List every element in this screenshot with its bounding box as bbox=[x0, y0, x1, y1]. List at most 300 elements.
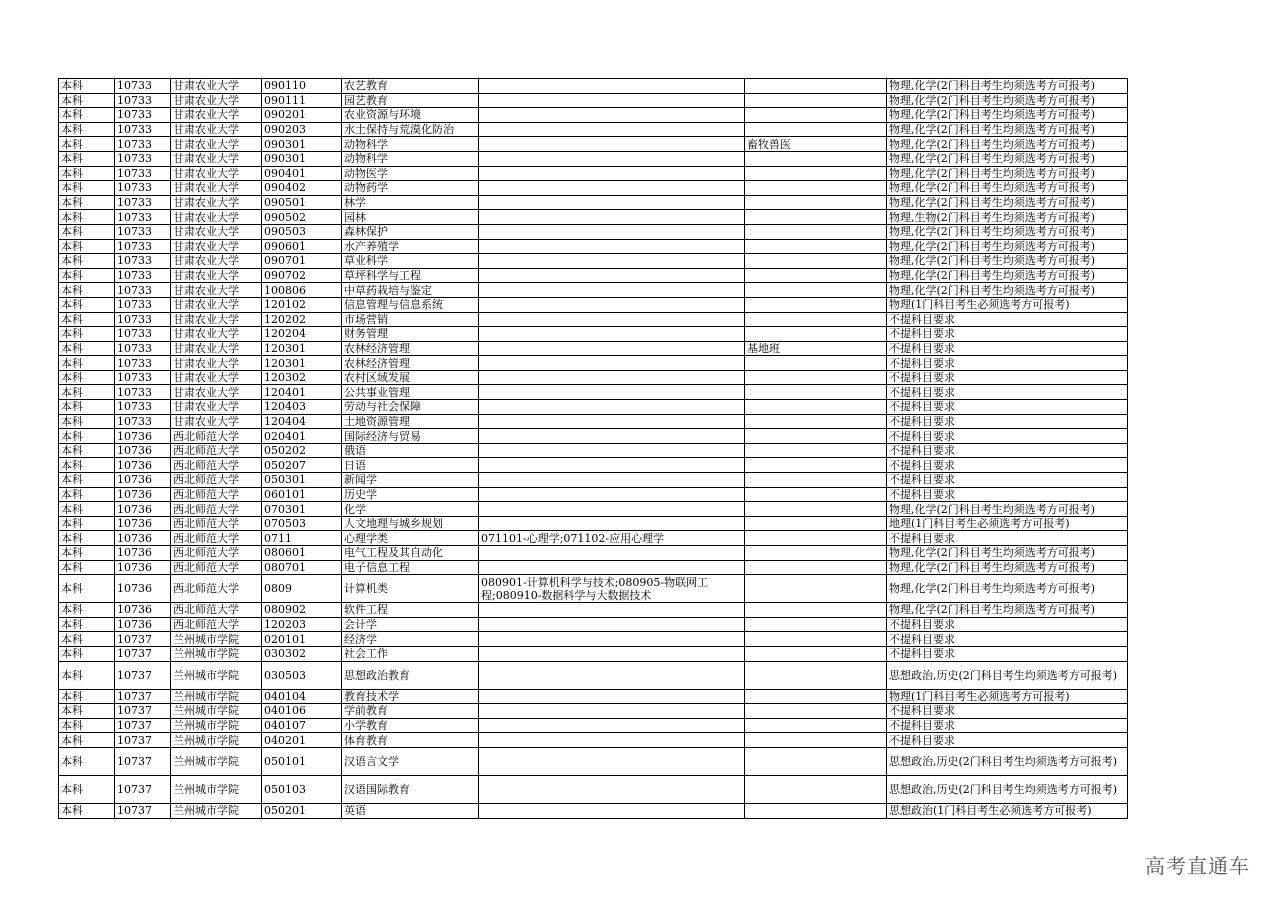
cell-school-name: 甘肃农业大学 bbox=[171, 239, 262, 254]
cell-level: 本科 bbox=[59, 181, 115, 196]
cell-major-code: 0809 bbox=[262, 575, 342, 603]
cell-subject-requirement: 不提科目要求 bbox=[887, 370, 1128, 385]
cell-major-code: 120301 bbox=[262, 341, 342, 356]
cell-major-code: 020101 bbox=[262, 632, 342, 647]
cell-school-code: 10736 bbox=[115, 429, 171, 444]
cell-subject-requirement: 不提科目要求 bbox=[887, 718, 1128, 733]
cell-major-code: 040104 bbox=[262, 689, 342, 704]
cell-major-name: 心理学类 bbox=[342, 531, 479, 546]
cell-school-code: 10733 bbox=[115, 341, 171, 356]
cell-school-name: 西北师范大学 bbox=[171, 546, 262, 561]
table-row bbox=[59, 603, 1128, 618]
cell-major-name: 动物科学 bbox=[342, 137, 479, 152]
cell-level: 本科 bbox=[59, 575, 115, 603]
cell-major-name: 体育教育 bbox=[342, 733, 479, 748]
cell-subject-requirement: 物理,化学(2门科目考生均须选考方可报考) bbox=[887, 108, 1128, 123]
cell-subject-requirement: 不提科目要求 bbox=[887, 312, 1128, 327]
cell-major-name: 园艺教育 bbox=[342, 93, 479, 108]
cell-included-majors bbox=[479, 516, 745, 531]
table-row bbox=[59, 341, 1128, 356]
cell-included-majors bbox=[479, 704, 745, 719]
cell-included-majors bbox=[479, 689, 745, 704]
cell-level: 本科 bbox=[59, 429, 115, 444]
table-row bbox=[59, 458, 1128, 473]
cell-school-code: 10737 bbox=[115, 775, 171, 803]
cell-subject-requirement: 物理,化学(2门科目考生均须选考方可报考) bbox=[887, 181, 1128, 196]
table-row bbox=[59, 516, 1128, 531]
cell-school-name: 甘肃农业大学 bbox=[171, 385, 262, 400]
cell-school-name: 西北师范大学 bbox=[171, 617, 262, 632]
cell-major-code: 080701 bbox=[262, 560, 342, 575]
cell-school-code: 10733 bbox=[115, 108, 171, 123]
cell-major-name: 新闻学 bbox=[342, 473, 479, 488]
cell-level: 本科 bbox=[59, 617, 115, 632]
cell-level: 本科 bbox=[59, 93, 115, 108]
cell-major-code: 030302 bbox=[262, 646, 342, 661]
cell-included-majors bbox=[479, 370, 745, 385]
cell-school-code: 10733 bbox=[115, 356, 171, 371]
cell-major-code: 050301 bbox=[262, 473, 342, 488]
cell-included-majors bbox=[479, 646, 745, 661]
table-row bbox=[59, 704, 1128, 719]
admission-requirements-table bbox=[58, 78, 1128, 819]
cell-school-code: 10733 bbox=[115, 79, 171, 94]
cell-level: 本科 bbox=[59, 327, 115, 342]
cell-school-code: 10736 bbox=[115, 603, 171, 618]
cell-included-majors bbox=[479, 283, 745, 298]
cell-major-code: 120302 bbox=[262, 370, 342, 385]
cell-major-code: 090501 bbox=[262, 195, 342, 210]
cell-remark bbox=[745, 93, 887, 108]
cell-remark bbox=[745, 327, 887, 342]
cell-school-name: 西北师范大学 bbox=[171, 575, 262, 603]
cell-school-name: 西北师范大学 bbox=[171, 443, 262, 458]
cell-subject-requirement: 物理,化学(2门科目考生均须选考方可报考) bbox=[887, 224, 1128, 239]
cell-school-code: 10736 bbox=[115, 546, 171, 561]
cell-included-majors bbox=[479, 546, 745, 561]
table-row bbox=[59, 327, 1128, 342]
cell-included-majors bbox=[479, 733, 745, 748]
cell-major-name: 园林 bbox=[342, 210, 479, 225]
cell-school-name: 西北师范大学 bbox=[171, 603, 262, 618]
cell-remark bbox=[745, 385, 887, 400]
table-row bbox=[59, 195, 1128, 210]
cell-school-code: 10737 bbox=[115, 661, 171, 689]
cell-subject-requirement: 物理,化学(2门科目考生均须选考方可报考) bbox=[887, 122, 1128, 137]
cell-major-code: 090701 bbox=[262, 254, 342, 269]
cell-school-code: 10733 bbox=[115, 210, 171, 225]
cell-major-name: 学前教育 bbox=[342, 704, 479, 719]
cell-level: 本科 bbox=[59, 603, 115, 618]
cell-remark bbox=[745, 151, 887, 166]
cell-school-code: 10733 bbox=[115, 137, 171, 152]
cell-school-name: 甘肃农业大学 bbox=[171, 327, 262, 342]
cell-remark bbox=[745, 297, 887, 312]
cell-major-code: 120301 bbox=[262, 356, 342, 371]
table-row bbox=[59, 210, 1128, 225]
cell-subject-requirement: 物理,化学(2门科目考生均须选考方可报考) bbox=[887, 546, 1128, 561]
cell-major-name: 化学 bbox=[342, 502, 479, 517]
cell-major-name: 社会工作 bbox=[342, 646, 479, 661]
cell-remark bbox=[745, 747, 887, 775]
table-row bbox=[59, 283, 1128, 298]
cell-included-majors bbox=[479, 487, 745, 502]
table-row bbox=[59, 473, 1128, 488]
cell-included-majors bbox=[479, 166, 745, 181]
cell-remark bbox=[745, 632, 887, 647]
table-row bbox=[59, 661, 1128, 689]
cell-included-majors bbox=[479, 327, 745, 342]
cell-major-name: 汉语言文学 bbox=[342, 747, 479, 775]
cell-major-name: 市场营销 bbox=[342, 312, 479, 327]
cell-school-code: 10733 bbox=[115, 385, 171, 400]
cell-school-name: 甘肃农业大学 bbox=[171, 210, 262, 225]
cell-included-majors bbox=[479, 297, 745, 312]
cell-included-majors bbox=[479, 747, 745, 775]
table-row bbox=[59, 617, 1128, 632]
cell-included-majors bbox=[479, 254, 745, 269]
cell-included-majors bbox=[479, 239, 745, 254]
cell-level: 本科 bbox=[59, 283, 115, 298]
cell-major-code: 080902 bbox=[262, 603, 342, 618]
cell-included-majors bbox=[479, 137, 745, 152]
cell-subject-requirement: 不提科目要求 bbox=[887, 632, 1128, 647]
cell-school-name: 甘肃农业大学 bbox=[171, 283, 262, 298]
table-row bbox=[59, 718, 1128, 733]
cell-level: 本科 bbox=[59, 546, 115, 561]
cell-included-majors bbox=[479, 473, 745, 488]
cell-subject-requirement: 不提科目要求 bbox=[887, 341, 1128, 356]
cell-major-code: 090111 bbox=[262, 93, 342, 108]
cell-school-name: 甘肃农业大学 bbox=[171, 181, 262, 196]
cell-remark bbox=[745, 575, 887, 603]
cell-level: 本科 bbox=[59, 385, 115, 400]
cell-major-code: 090301 bbox=[262, 151, 342, 166]
cell-school-code: 10733 bbox=[115, 327, 171, 342]
cell-subject-requirement: 不提科目要求 bbox=[887, 733, 1128, 748]
cell-school-code: 10736 bbox=[115, 575, 171, 603]
table-row bbox=[59, 79, 1128, 94]
watermark-text: 高考直通车 bbox=[1145, 854, 1250, 878]
table-row bbox=[59, 803, 1128, 818]
cell-major-name: 历史学 bbox=[342, 487, 479, 502]
cell-subject-requirement: 物理(1门科目考生必须选考方可报考) bbox=[887, 689, 1128, 704]
cell-remark bbox=[745, 224, 887, 239]
table-row bbox=[59, 108, 1128, 123]
cell-subject-requirement: 物理,化学(2门科目考生均须选考方可报考) bbox=[887, 239, 1128, 254]
cell-major-code: 030503 bbox=[262, 661, 342, 689]
cell-subject-requirement: 物理(1门科目考生必须选考方可报考) bbox=[887, 297, 1128, 312]
table-row bbox=[59, 429, 1128, 444]
cell-major-code: 120102 bbox=[262, 297, 342, 312]
cell-included-majors bbox=[479, 458, 745, 473]
cell-school-name: 甘肃农业大学 bbox=[171, 370, 262, 385]
table-row bbox=[59, 414, 1128, 429]
cell-remark bbox=[745, 487, 887, 502]
cell-included-majors bbox=[479, 429, 745, 444]
cell-school-name: 甘肃农业大学 bbox=[171, 268, 262, 283]
cell-remark bbox=[745, 661, 887, 689]
cell-school-name: 西北师范大学 bbox=[171, 516, 262, 531]
table-row bbox=[59, 775, 1128, 803]
cell-remark bbox=[745, 531, 887, 546]
cell-level: 本科 bbox=[59, 297, 115, 312]
cell-major-code: 050201 bbox=[262, 803, 342, 818]
cell-included-majors bbox=[479, 356, 745, 371]
cell-school-code: 10736 bbox=[115, 443, 171, 458]
cell-subject-requirement: 物理,生物(2门科目考生均须选考方可报考) bbox=[887, 210, 1128, 225]
cell-major-name: 计算机类 bbox=[342, 575, 479, 603]
table-row bbox=[59, 400, 1128, 415]
cell-subject-requirement: 物理,化学(2门科目考生均须选考方可报考) bbox=[887, 283, 1128, 298]
cell-major-name: 信息管理与信息系统 bbox=[342, 297, 479, 312]
cell-remark bbox=[745, 210, 887, 225]
table-row bbox=[59, 297, 1128, 312]
cell-level: 本科 bbox=[59, 254, 115, 269]
cell-major-code: 050207 bbox=[262, 458, 342, 473]
cell-included-majors bbox=[479, 632, 745, 647]
cell-school-code: 10733 bbox=[115, 122, 171, 137]
cell-major-code: 090503 bbox=[262, 224, 342, 239]
cell-school-code: 10733 bbox=[115, 151, 171, 166]
cell-subject-requirement: 物理,化学(2门科目考生均须选考方可报考) bbox=[887, 502, 1128, 517]
cell-school-name: 甘肃农业大学 bbox=[171, 79, 262, 94]
cell-remark bbox=[745, 400, 887, 415]
cell-major-name: 农艺教育 bbox=[342, 79, 479, 94]
cell-included-majors bbox=[479, 312, 745, 327]
cell-remark bbox=[745, 718, 887, 733]
cell-major-code: 090201 bbox=[262, 108, 342, 123]
cell-major-code: 120401 bbox=[262, 385, 342, 400]
cell-major-code: 040201 bbox=[262, 733, 342, 748]
cell-school-code: 10736 bbox=[115, 617, 171, 632]
cell-level: 本科 bbox=[59, 268, 115, 283]
cell-included-majors bbox=[479, 502, 745, 517]
cell-remark bbox=[745, 443, 887, 458]
cell-included-majors bbox=[479, 414, 745, 429]
cell-major-name: 动物医学 bbox=[342, 166, 479, 181]
cell-remark bbox=[745, 268, 887, 283]
cell-school-name: 甘肃农业大学 bbox=[171, 93, 262, 108]
table-row bbox=[59, 575, 1128, 603]
cell-included-majors bbox=[479, 210, 745, 225]
cell-school-code: 10737 bbox=[115, 803, 171, 818]
table-row bbox=[59, 546, 1128, 561]
cell-school-name: 甘肃农业大学 bbox=[171, 108, 262, 123]
cell-subject-requirement: 物理,化学(2门科目考生均须选考方可报考) bbox=[887, 560, 1128, 575]
table-row bbox=[59, 560, 1128, 575]
cell-major-name: 小学教育 bbox=[342, 718, 479, 733]
cell-remark bbox=[745, 429, 887, 444]
cell-school-name: 甘肃农业大学 bbox=[171, 151, 262, 166]
cell-level: 本科 bbox=[59, 661, 115, 689]
cell-included-majors bbox=[479, 617, 745, 632]
cell-level: 本科 bbox=[59, 560, 115, 575]
cell-subject-requirement: 不提科目要求 bbox=[887, 646, 1128, 661]
cell-school-code: 10736 bbox=[115, 531, 171, 546]
cell-major-code: 120203 bbox=[262, 617, 342, 632]
cell-level: 本科 bbox=[59, 400, 115, 415]
cell-subject-requirement: 思想政治,历史(2门科目考生均须选考方可报考) bbox=[887, 661, 1128, 689]
cell-included-majors bbox=[479, 195, 745, 210]
cell-remark bbox=[745, 775, 887, 803]
cell-level: 本科 bbox=[59, 370, 115, 385]
cell-school-name: 甘肃农业大学 bbox=[171, 224, 262, 239]
cell-included-majors bbox=[479, 268, 745, 283]
cell-school-name: 甘肃农业大学 bbox=[171, 312, 262, 327]
cell-major-name: 农业资源与环境 bbox=[342, 108, 479, 123]
cell-major-name: 土地资源管理 bbox=[342, 414, 479, 429]
cell-school-code: 10737 bbox=[115, 689, 171, 704]
cell-subject-requirement: 物理,化学(2门科目考生均须选考方可报考) bbox=[887, 137, 1128, 152]
cell-remark bbox=[745, 516, 887, 531]
cell-major-name: 劳动与社会保障 bbox=[342, 400, 479, 415]
cell-major-code: 120403 bbox=[262, 400, 342, 415]
cell-subject-requirement: 不提科目要求 bbox=[887, 473, 1128, 488]
cell-school-name: 兰州城市学院 bbox=[171, 632, 262, 647]
cell-level: 本科 bbox=[59, 775, 115, 803]
cell-included-majors bbox=[479, 803, 745, 818]
table-row bbox=[59, 632, 1128, 647]
cell-school-code: 10736 bbox=[115, 458, 171, 473]
cell-included-majors bbox=[479, 718, 745, 733]
cell-major-name: 动物药学 bbox=[342, 181, 479, 196]
cell-school-name: 兰州城市学院 bbox=[171, 718, 262, 733]
cell-subject-requirement: 物理,化学(2门科目考生均须选考方可报考) bbox=[887, 268, 1128, 283]
cell-subject-requirement: 物理,化学(2门科目考生均须选考方可报考) bbox=[887, 166, 1128, 181]
table-row bbox=[59, 487, 1128, 502]
cell-level: 本科 bbox=[59, 458, 115, 473]
cell-school-name: 甘肃农业大学 bbox=[171, 356, 262, 371]
table-row bbox=[59, 356, 1128, 371]
cell-subject-requirement: 物理,化学(2门科目考生均须选考方可报考) bbox=[887, 575, 1128, 603]
cell-included-majors bbox=[479, 151, 745, 166]
cell-subject-requirement: 不提科目要求 bbox=[887, 531, 1128, 546]
cell-school-code: 10737 bbox=[115, 718, 171, 733]
table-row bbox=[59, 747, 1128, 775]
cell-remark bbox=[745, 560, 887, 575]
table-row bbox=[59, 502, 1128, 517]
cell-subject-requirement: 不提科目要求 bbox=[887, 443, 1128, 458]
cell-school-name: 西北师范大学 bbox=[171, 473, 262, 488]
cell-remark bbox=[745, 312, 887, 327]
cell-major-name: 水产养殖学 bbox=[342, 239, 479, 254]
cell-level: 本科 bbox=[59, 632, 115, 647]
cell-major-name: 汉语国际教育 bbox=[342, 775, 479, 803]
cell-included-majors bbox=[479, 661, 745, 689]
cell-school-code: 10737 bbox=[115, 704, 171, 719]
table-row bbox=[59, 224, 1128, 239]
cell-remark bbox=[745, 704, 887, 719]
cell-remark bbox=[745, 254, 887, 269]
cell-subject-requirement: 不提科目要求 bbox=[887, 617, 1128, 632]
cell-remark bbox=[745, 617, 887, 632]
cell-subject-requirement: 不提科目要求 bbox=[887, 356, 1128, 371]
cell-school-name: 兰州城市学院 bbox=[171, 733, 262, 748]
cell-school-name: 兰州城市学院 bbox=[171, 747, 262, 775]
cell-school-name: 西北师范大学 bbox=[171, 429, 262, 444]
cell-level: 本科 bbox=[59, 531, 115, 546]
cell-major-code: 120202 bbox=[262, 312, 342, 327]
cell-remark bbox=[745, 356, 887, 371]
cell-major-code: 080601 bbox=[262, 546, 342, 561]
cell-level: 本科 bbox=[59, 312, 115, 327]
cell-school-code: 10737 bbox=[115, 646, 171, 661]
cell-included-majors bbox=[479, 443, 745, 458]
cell-remark bbox=[745, 283, 887, 298]
cell-major-code: 070301 bbox=[262, 502, 342, 517]
cell-level: 本科 bbox=[59, 210, 115, 225]
cell-subject-requirement: 不提科目要求 bbox=[887, 385, 1128, 400]
cell-major-name: 软件工程 bbox=[342, 603, 479, 618]
cell-included-majors bbox=[479, 181, 745, 196]
cell-remark bbox=[745, 803, 887, 818]
cell-remark bbox=[745, 239, 887, 254]
cell-remark bbox=[745, 181, 887, 196]
cell-subject-requirement: 物理,化学(2门科目考生均须选考方可报考) bbox=[887, 254, 1128, 269]
cell-level: 本科 bbox=[59, 137, 115, 152]
cell-major-name: 中草药栽培与鉴定 bbox=[342, 283, 479, 298]
cell-subject-requirement: 思想政治,历史(2门科目考生均须选考方可报考) bbox=[887, 747, 1128, 775]
cell-major-name: 会计学 bbox=[342, 617, 479, 632]
cell-school-name: 兰州城市学院 bbox=[171, 704, 262, 719]
table-row bbox=[59, 689, 1128, 704]
cell-included-majors: 080901-计算机科学与技术;080905-物联网工程;080910-数据科学与大数据技术 bbox=[479, 575, 745, 603]
cell-school-code: 10733 bbox=[115, 195, 171, 210]
table-row bbox=[59, 166, 1128, 181]
cell-school-code: 10733 bbox=[115, 181, 171, 196]
cell-included-majors bbox=[479, 560, 745, 575]
cell-subject-requirement: 不提科目要求 bbox=[887, 458, 1128, 473]
cell-level: 本科 bbox=[59, 502, 115, 517]
cell-school-code: 10733 bbox=[115, 254, 171, 269]
cell-school-code: 10736 bbox=[115, 487, 171, 502]
cell-major-name: 草业科学 bbox=[342, 254, 479, 269]
cell-level: 本科 bbox=[59, 718, 115, 733]
cell-major-name: 草坪科学与工程 bbox=[342, 268, 479, 283]
cell-school-name: 甘肃农业大学 bbox=[171, 414, 262, 429]
cell-remark bbox=[745, 108, 887, 123]
cell-school-name: 甘肃农业大学 bbox=[171, 400, 262, 415]
cell-level: 本科 bbox=[59, 414, 115, 429]
table-row bbox=[59, 531, 1128, 546]
cell-remark bbox=[745, 414, 887, 429]
cell-subject-requirement: 物理,化学(2门科目考生均须选考方可报考) bbox=[887, 195, 1128, 210]
cell-school-code: 10733 bbox=[115, 268, 171, 283]
cell-remark bbox=[745, 458, 887, 473]
cell-level: 本科 bbox=[59, 487, 115, 502]
cell-included-majors: 071101-心理学;071102-应用心理学 bbox=[479, 531, 745, 546]
cell-subject-requirement: 思想政治,历史(2门科目考生均须选考方可报考) bbox=[887, 775, 1128, 803]
cell-major-code: 090203 bbox=[262, 122, 342, 137]
cell-remark bbox=[745, 79, 887, 94]
cell-school-name: 兰州城市学院 bbox=[171, 689, 262, 704]
cell-school-name: 西北师范大学 bbox=[171, 487, 262, 502]
cell-included-majors bbox=[479, 108, 745, 123]
cell-school-code: 10736 bbox=[115, 502, 171, 517]
cell-major-name: 英语 bbox=[342, 803, 479, 818]
table-row bbox=[59, 385, 1128, 400]
cell-school-name: 西北师范大学 bbox=[171, 458, 262, 473]
cell-subject-requirement: 思想政治(1门科目考生必须选考方可报考) bbox=[887, 803, 1128, 818]
cell-major-code: 040107 bbox=[262, 718, 342, 733]
cell-major-name: 教育技术学 bbox=[342, 689, 479, 704]
table-body bbox=[59, 79, 1128, 819]
cell-major-name: 森林保护 bbox=[342, 224, 479, 239]
table-row bbox=[59, 443, 1128, 458]
cell-school-code: 10733 bbox=[115, 166, 171, 181]
cell-remark bbox=[745, 646, 887, 661]
